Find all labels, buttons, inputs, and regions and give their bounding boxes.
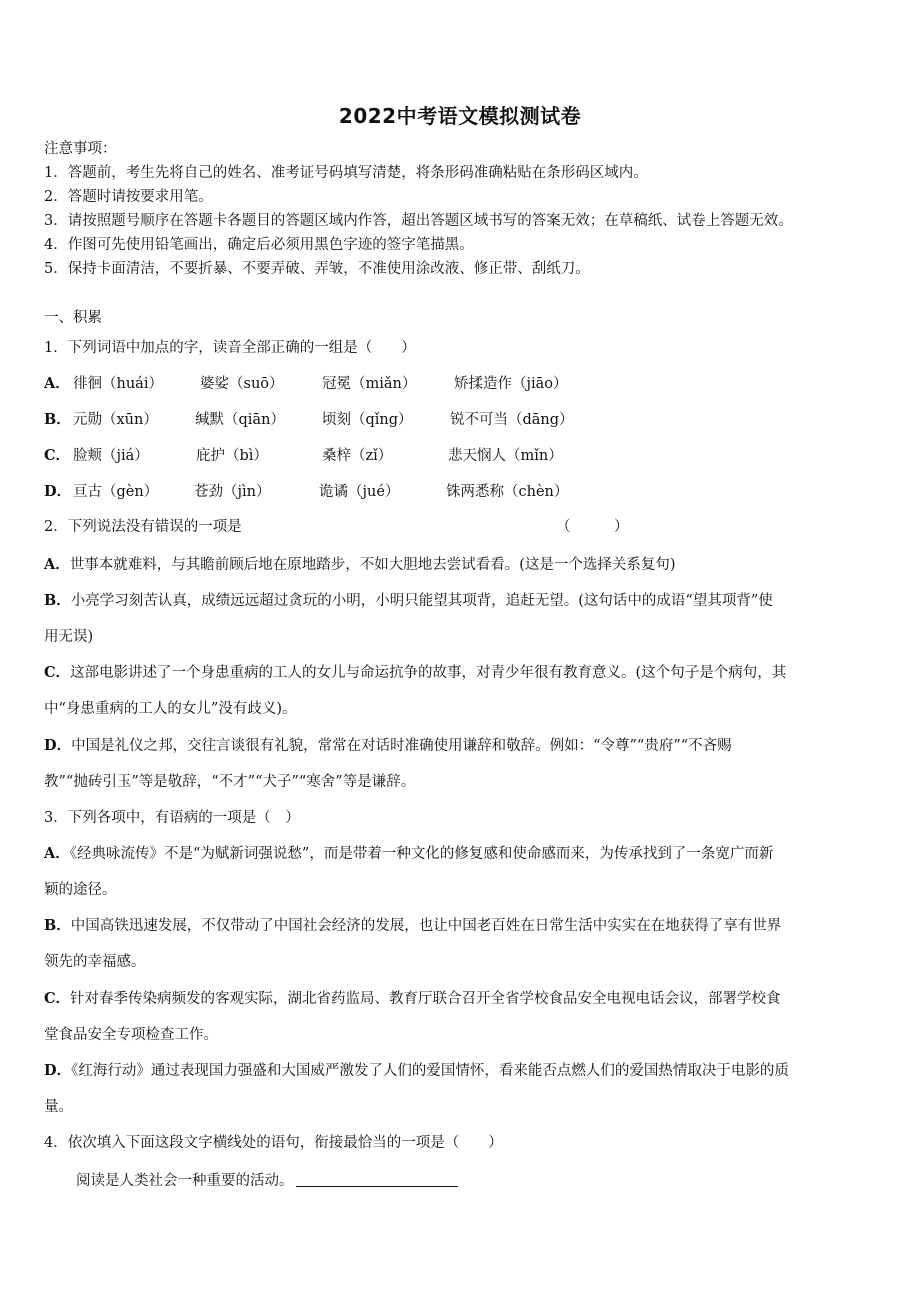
option-text: 这部电影讲述了一个身患重病的工人的女儿与命运抗争的故事，对青少年很有教育意义。(这个句子是个病句，其 xyxy=(70,665,787,681)
notice-item: 4．作图可先使用铅笔画出，确定后必须用黑色字迹的签字笔描黑。 xyxy=(44,237,474,253)
notice-item: 1．答题前，考生先将自己的姓名、准考证号码填写清楚，将条形码准确粘贴在条形码区域内。 xyxy=(44,165,648,181)
option-item: 桑梓（zǐ） xyxy=(322,448,393,464)
option-item: 徘徊（huái） xyxy=(73,376,163,392)
option-label: D． xyxy=(44,1062,72,1079)
option-item: 缄默（qiān） xyxy=(195,412,285,428)
q3-option-c xyxy=(44,989,781,1009)
option-label: C． xyxy=(44,664,71,681)
option-text: 针对春季传染病频发的客观实际，湖北省药监局、教育厅联合召开全省学校食品安全电视电话会议，部署学校食 xyxy=(70,991,781,1007)
option-text: 世事本就难料，与其瞻前顾后地在原地踏步，不如大胆地去尝试看看。(这是一个选择关系复句) xyxy=(69,557,676,573)
option-text-continued: 堂食品安全专项检查工作。 xyxy=(44,1027,218,1043)
option-item: 元勋（xūn） xyxy=(73,412,158,428)
option-text: 小亮学习刻苦认真，成绩远远超过贪玩的小明，小明只能望其项背，追赶无望。(这句话中的成语“望其项背”使 xyxy=(70,593,773,609)
option-item: 铢两悉称（chèn） xyxy=(446,484,569,500)
option-label: A． xyxy=(44,845,70,862)
option-label: B． xyxy=(44,411,71,428)
option-label: B． xyxy=(44,917,71,934)
option-item: 顷刻（qǐng） xyxy=(322,412,413,428)
option-item: 悲天悯人（mǐn） xyxy=(448,448,563,464)
answer-parentheses: （ ） xyxy=(556,519,629,535)
option-label: D． xyxy=(44,483,72,500)
page-title: 2022中考语文模拟测试卷 xyxy=(338,104,582,128)
q3-option-b xyxy=(44,916,781,936)
option-text: 《红海行动》通过表现国力强盛和大国威严激发了人们的爱国情怀，看来能否点燃人们的爱国热情取决于电影的质 xyxy=(71,1063,789,1079)
option-text-continued: 量。 xyxy=(44,1099,73,1115)
notice-item: 2．答题时请按要求用笔。 xyxy=(44,189,213,205)
option-text: 《经典咏流传》不是“为赋新词强说愁”，而是带着一种文化的修复感和使命感而来，为传承找到了一条宽广而新 xyxy=(69,846,774,862)
q2-option-a xyxy=(44,555,676,575)
question-3-stem: 3．下列各项中，有语病的一项是（ ） xyxy=(44,810,300,826)
notice-item: 5．保持卡面清洁，不要折暴、不要弄破、弄皱，不准使用涂改液、修正带、刮纸刀。 xyxy=(44,261,590,277)
option-item: 婆娑（suō） xyxy=(200,376,284,392)
section-heading: 一、积累 xyxy=(44,310,102,326)
q3-option-a xyxy=(44,844,773,864)
option-item: 苍劲（jìn） xyxy=(194,484,271,500)
option-label: A． xyxy=(44,556,70,573)
notice-heading: 注意事项： xyxy=(44,141,117,157)
option-item: 锐不可当（dāng） xyxy=(450,412,574,428)
notice-item: 3．请按照题号顺序在答题卡各题目的答题区域内作答，超出答题区域书写的答案无效；在草稿纸、试卷上答题无效。 xyxy=(44,213,793,229)
option-text-continued: 用无误) xyxy=(44,629,94,645)
q2-option-d xyxy=(44,736,732,756)
option-item: 冠冕（miǎn） xyxy=(322,376,417,392)
q2-option-c xyxy=(44,663,786,683)
option-label: D． xyxy=(44,737,72,754)
option-text-continued: 领先的幸福感。 xyxy=(44,954,146,970)
option-item: 庇护（bì） xyxy=(196,448,268,464)
question-2-stem: 2．下列说法没有错误的一项是 xyxy=(44,519,242,535)
option-text: 中国是礼仪之邦，交往言谈很有礼貌，常常在对话时准确使用谦辞和敬辞。例如：“令尊”“贵府”“不吝赐 xyxy=(71,738,732,754)
option-label: C． xyxy=(44,990,71,1007)
option-item: 诡谲（jué） xyxy=(319,484,400,500)
question-4-stem: 4．依次填入下面这段文字横线处的语句，衔接最恰当的一项是（ ） xyxy=(44,1135,503,1151)
passage-text: 阅读是人类社会一种重要的活动。 xyxy=(76,1173,294,1189)
option-item: 亘古（gèn） xyxy=(73,484,159,500)
option-label: B． xyxy=(44,592,71,609)
option-text-continued: 颖的途径。 xyxy=(44,882,117,898)
option-item: 脸颊（jiá） xyxy=(73,448,149,464)
q2-option-b xyxy=(44,591,773,611)
option-text-continued: 中“身患重病的工人的女儿”没有歧义)。 xyxy=(44,701,297,717)
option-text: 中国高铁迅速发展，不仅带动了中国社会经济的发展，也让中国老百姓在日常生活中实实在在地获得了享有世界 xyxy=(70,918,782,934)
option-label: A． xyxy=(44,375,70,392)
option-item: 矫揉造作（jiāo） xyxy=(454,376,568,392)
question-1-stem: 1．下列词语中加点的字，读音全部正确的一组是（ ） xyxy=(44,340,416,356)
option-text-continued: 教”“抛砖引玉”等是敬辞，“不才”“犬子”“寒舍”等是谦辞。 xyxy=(44,774,416,790)
fill-in-blank[interactable] xyxy=(296,1170,458,1187)
option-label: C． xyxy=(44,447,71,464)
q3-option-d xyxy=(44,1061,789,1081)
q4-passage xyxy=(76,1170,458,1191)
